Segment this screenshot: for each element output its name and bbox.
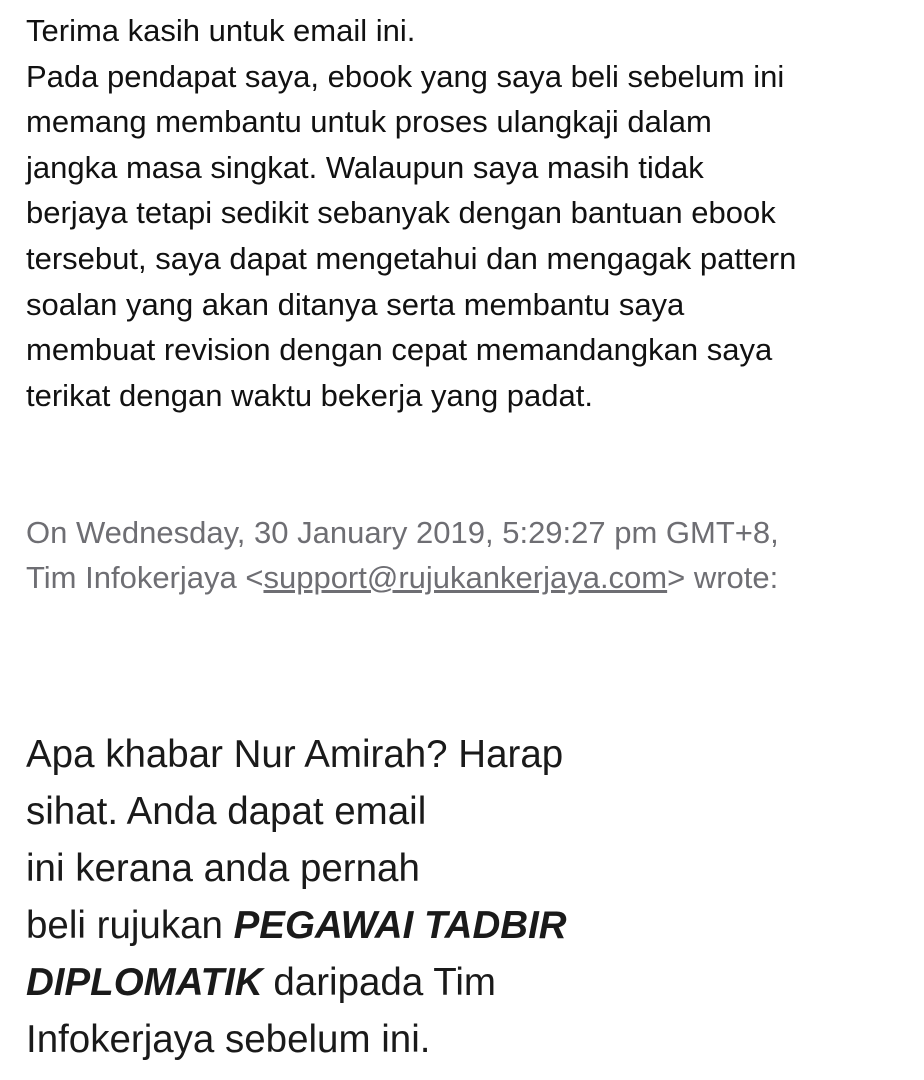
wrote-suffix: > wrote:: [667, 560, 779, 595]
reply-line: membuat revision dengan cepat memandangkan saya: [26, 332, 773, 368]
reply-body[interactable]: [26, 8, 916, 418]
reply-line: memang membantu untuk proses ulangkaji dalam: [26, 104, 712, 140]
quote-sender-line: [26, 555, 916, 600]
sender-email-link[interactable]: support@rujukankerjaya.com: [263, 560, 668, 595]
quoted-line: sihat. Anda dapat email: [26, 790, 427, 833]
quoted-text: daripada Tim: [262, 961, 496, 1004]
product-name-emphasis: DIPLOMATIK: [26, 961, 263, 1004]
reply-line: Terima kasih untuk email ini.: [26, 13, 416, 48]
quoted-line: [26, 897, 916, 954]
reply-line: Pada pendapat saya, ebook yang saya beli sebelum ini: [26, 58, 785, 94]
sender-name: Tim Infokerjaya <: [26, 560, 264, 595]
product-name-emphasis: PEGAWAI TADBIR: [233, 904, 567, 947]
quoted-line: [26, 954, 916, 1011]
reply-line: berjaya tetapi sedikit sebanyak dengan bantuan ebook: [26, 195, 776, 231]
quoted-line: Infokerjaya sebelum ini.: [26, 1018, 431, 1061]
quoted-line: ini kerana anda pernah: [26, 847, 420, 890]
quote-date-line: On Wednesday, 30 January 2019, 5:29:27 pm GMT+8,: [26, 515, 779, 550]
reply-line: tersebut, saya dapat mengetahui dan mengagak pattern: [26, 240, 797, 276]
reply-line: soalan yang akan ditanya serta membantu saya: [26, 286, 685, 322]
reply-line: terikat dengan waktu bekerja yang padat.: [26, 377, 593, 413]
quoted-text: beli rujukan: [26, 904, 234, 947]
quoted-line: Apa khabar Nur Amirah? Harap: [26, 733, 564, 776]
reply-line: jangka masa singkat. Walaupun saya masih tidak: [26, 149, 704, 185]
quote-attribution: [26, 510, 916, 600]
quoted-message: [26, 726, 916, 1068]
